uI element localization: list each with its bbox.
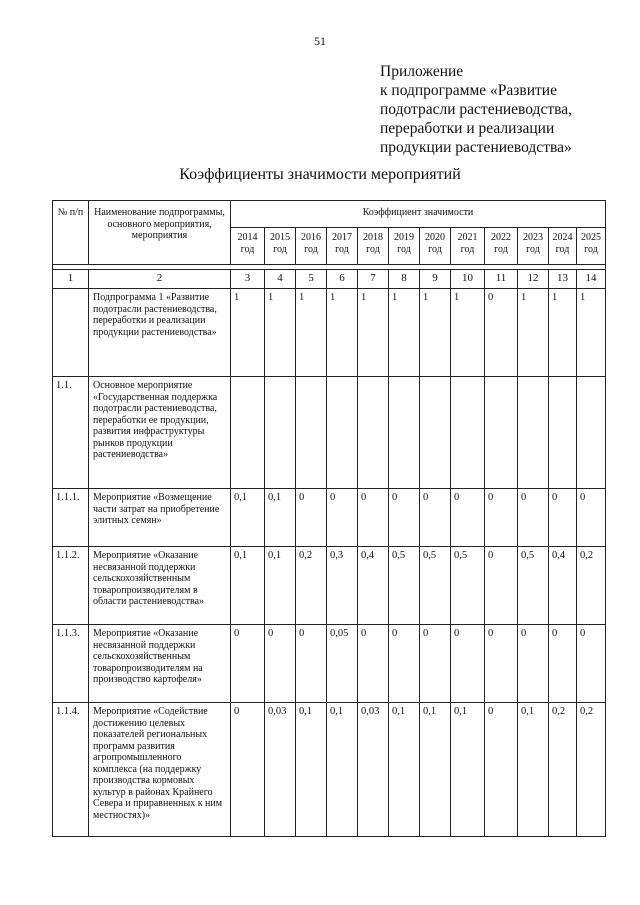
- year-unit: год: [555, 243, 570, 255]
- header-year-2021: [451, 228, 485, 265]
- coefficient-value: 0,1: [265, 547, 296, 625]
- table-row: [53, 489, 606, 547]
- year-unit: год: [240, 243, 255, 255]
- row-name: Мероприятие «Возмещение части затрат на приобретение элитных семян»: [89, 489, 231, 547]
- coefficient-value: 0: [231, 625, 265, 703]
- year-label: 2025: [581, 232, 601, 243]
- column-index: 9: [420, 270, 451, 289]
- year-unit: год: [397, 243, 411, 255]
- coefficient-value: 0: [358, 489, 389, 547]
- year-label: 2016: [301, 232, 321, 243]
- coefficient-value: 0: [389, 489, 420, 547]
- column-index: 13: [549, 270, 577, 289]
- coefficient-value: 0,2: [577, 703, 606, 837]
- coefficient-value: 0: [327, 489, 358, 547]
- coefficient-value: [265, 377, 296, 489]
- coefficient-value: 0,1: [296, 703, 327, 837]
- header-year-2025: [577, 228, 606, 265]
- coefficient-value: 0: [358, 625, 389, 703]
- coefficient-value: 0: [518, 625, 549, 703]
- coefficient-value: [485, 377, 518, 489]
- column-index: 12: [518, 270, 549, 289]
- column-index: 3: [231, 270, 265, 289]
- coefficient-value: [549, 377, 577, 489]
- year-label: 2018: [363, 232, 383, 243]
- coefficient-value: 0,2: [549, 703, 577, 837]
- column-index: 11: [485, 270, 518, 289]
- column-index: 4: [265, 270, 296, 289]
- year-unit: год: [366, 243, 380, 255]
- coefficient-value: 0: [420, 489, 451, 547]
- year-unit: год: [335, 243, 349, 255]
- header-num: № п/п: [53, 201, 89, 265]
- year-unit: год: [584, 243, 598, 255]
- coefficient-value: 0: [389, 625, 420, 703]
- year-unit: год: [526, 243, 540, 255]
- table-row: [53, 703, 606, 837]
- coefficient-value: 0: [549, 489, 577, 547]
- year-label: 2022: [491, 232, 511, 243]
- year-unit: год: [494, 243, 508, 255]
- coefficient-value: 0: [549, 625, 577, 703]
- year-label: 2015: [270, 232, 290, 243]
- coefficient-value: 0: [485, 625, 518, 703]
- column-index-row: [53, 270, 606, 289]
- coefficient-value: [420, 377, 451, 489]
- header-name: Наименование подпрограммы, основного мероприятия, мероприятия: [89, 201, 231, 265]
- year-label: 2019: [394, 232, 414, 243]
- coefficient-value: [389, 377, 420, 489]
- year-label: 2014: [237, 232, 258, 243]
- year-unit: год: [304, 243, 318, 255]
- row-number: 1.1.2.: [53, 547, 89, 625]
- coefficient-value: 1: [231, 289, 265, 377]
- coefficient-value: 0,1: [231, 489, 265, 547]
- coefficient-value: [518, 377, 549, 489]
- coefficient-value: 0,1: [518, 703, 549, 837]
- coefficient-value: 0,1: [265, 489, 296, 547]
- coefficient-value: 0,1: [420, 703, 451, 837]
- header-year-2019: [389, 228, 420, 265]
- year-unit: год: [273, 243, 287, 255]
- column-index: 5: [296, 270, 327, 289]
- column-index: 14: [577, 270, 606, 289]
- header-year-2023: [518, 228, 549, 265]
- coefficient-value: [577, 377, 606, 489]
- coefficient-value: 1: [577, 289, 606, 377]
- appendix-note: [380, 62, 630, 157]
- coefficient-value: 1: [265, 289, 296, 377]
- coefficient-value: [327, 377, 358, 489]
- coefficients-table: [52, 200, 606, 837]
- header-row: [53, 201, 606, 228]
- coefficient-value: 0,1: [327, 703, 358, 837]
- coefficient-value: 0: [485, 289, 518, 377]
- column-index: 7: [358, 270, 389, 289]
- coefficient-value: 1: [358, 289, 389, 377]
- page-number: 51: [314, 34, 326, 48]
- coefficient-value: [358, 377, 389, 489]
- row-number: 1.1.4.: [53, 703, 89, 837]
- coefficient-value: 1: [420, 289, 451, 377]
- column-index: 6: [327, 270, 358, 289]
- row-name: Подпрограмма 1 «Развитие подотрасли растениеводства, переработки и реализации продукции растениеводства»: [89, 289, 231, 377]
- coefficient-value: [231, 377, 265, 489]
- coefficient-value: 0: [451, 489, 485, 547]
- header-year-2018: [358, 228, 389, 265]
- coefficient-value: [451, 377, 485, 489]
- coefficient-value: 0,3: [327, 547, 358, 625]
- coefficient-value: 0,5: [389, 547, 420, 625]
- header-year-2024: [549, 228, 577, 265]
- column-index: 8: [389, 270, 420, 289]
- appendix-line: продукции растениеводства»: [380, 139, 572, 156]
- coefficient-value: 0: [485, 489, 518, 547]
- coefficient-value: 0: [296, 489, 327, 547]
- coefficient-value: 0,1: [451, 703, 485, 837]
- row-name: Основное мероприятие «Государственная поддержка подотрасли растениеводства, переработки ее продукции, развития инфраструктуры рынков продукции растениеводства»: [89, 377, 231, 489]
- coefficient-value: 0,03: [358, 703, 389, 837]
- coefficient-value: 0: [451, 625, 485, 703]
- column-index: 1: [53, 270, 89, 289]
- coefficient-value: 0: [577, 625, 606, 703]
- column-index: 10: [451, 270, 485, 289]
- coefficient-value: 1: [451, 289, 485, 377]
- row-number: [53, 289, 89, 377]
- appendix-line: Приложение: [380, 63, 464, 80]
- coefficient-value: 0,1: [231, 547, 265, 625]
- coefficient-value: 0: [518, 489, 549, 547]
- coefficient-value: 0,2: [577, 547, 606, 625]
- row-name: Мероприятие «Оказание несвязанной поддержки сельскохозяйственным товаропроизводителям на производство картофеля»: [89, 625, 231, 703]
- year-label: 2023: [523, 232, 543, 243]
- coefficient-value: 0,2: [296, 547, 327, 625]
- row-name: Мероприятие «Содействие достижению целевых показателей региональных программ развития агропромышленного комплекса (на поддержку производства кормовых культур в районах Крайнего Севера и приравненных к ним местностях)»: [89, 703, 231, 837]
- header-year-2014: [231, 228, 265, 265]
- document-title: Коэффициенты значимости мероприятий: [179, 166, 461, 183]
- year-unit: год: [460, 243, 475, 255]
- coefficient-value: 0: [265, 625, 296, 703]
- coefficient-value: 1: [296, 289, 327, 377]
- header-year-2020: [420, 228, 451, 265]
- coefficient-value: 0,1: [389, 703, 420, 837]
- coefficient-value: 0: [296, 625, 327, 703]
- table-row: [53, 625, 606, 703]
- table-row: [53, 377, 606, 489]
- header-year-2017: [327, 228, 358, 265]
- coefficient-value: 0,05: [327, 625, 358, 703]
- coefficient-value: 0: [485, 703, 518, 837]
- coefficient-value: 0,5: [518, 547, 549, 625]
- coefficient-value: 0: [420, 625, 451, 703]
- year-label: 2024: [552, 232, 573, 243]
- coefficient-value: 1: [389, 289, 420, 377]
- coefficient-value: 1: [518, 289, 549, 377]
- row-number: 1.1.3.: [53, 625, 89, 703]
- header-year-2022: [485, 228, 518, 265]
- coefficient-value: 0: [231, 703, 265, 837]
- coefficient-value: 1: [327, 289, 358, 377]
- coefficient-value: 0: [485, 547, 518, 625]
- year-label: 2021: [457, 232, 478, 243]
- row-number: 1.1.: [53, 377, 89, 489]
- row-name: Мероприятие «Оказание несвязанной поддержки сельскохозяйственным товаропроизводителям в области растениеводства»: [89, 547, 231, 625]
- coefficient-value: 1: [549, 289, 577, 377]
- coefficient-value: [296, 377, 327, 489]
- table-row: [53, 547, 606, 625]
- header-year-2016: [296, 228, 327, 265]
- table-row: [53, 289, 606, 377]
- row-number: 1.1.1.: [53, 489, 89, 547]
- appendix-line: переработки и реализации: [380, 120, 555, 137]
- coefficient-value: 0: [577, 489, 606, 547]
- appendix-line: подотрасли растениеводства,: [380, 101, 572, 118]
- column-index: 2: [89, 270, 231, 289]
- coefficient-value: 0,4: [549, 547, 577, 625]
- appendix-line: к подпрограмме «Развитие: [380, 82, 557, 99]
- coefficient-value: 0,03: [265, 703, 296, 837]
- year-unit: год: [428, 243, 442, 255]
- coefficient-value: 0,5: [451, 547, 485, 625]
- year-label: 2017: [332, 232, 352, 243]
- coefficient-value: 0,5: [420, 547, 451, 625]
- header-year-2015: [265, 228, 296, 265]
- header-coefficient: Коэффициент значимости: [231, 201, 606, 228]
- year-label: 2020: [425, 232, 445, 243]
- coefficient-value: 0,4: [358, 547, 389, 625]
